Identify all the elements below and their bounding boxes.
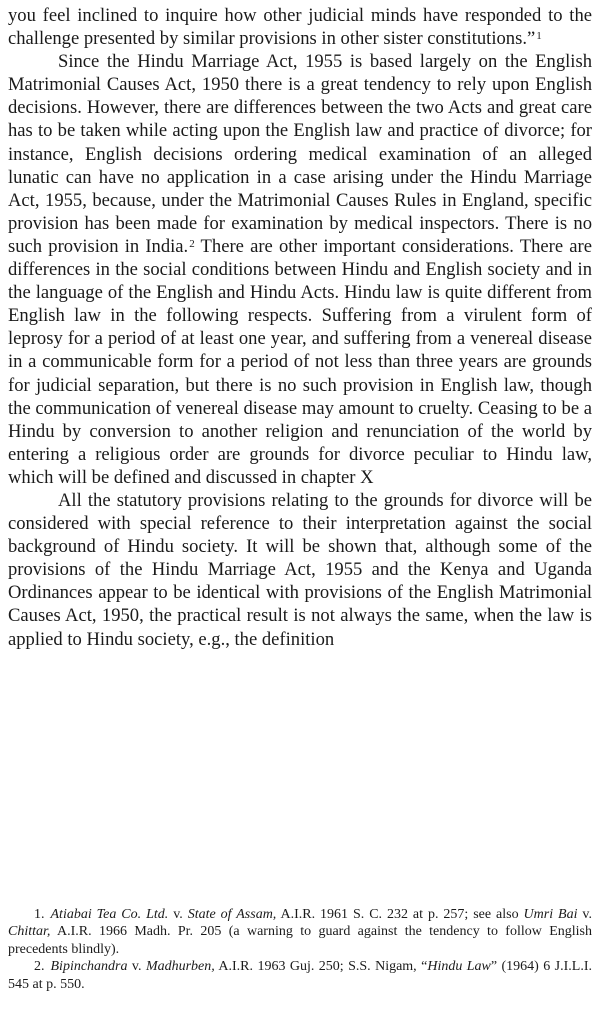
- paragraph-text: All the statutory provisions relating to the grounds for divorce will be considered with special reference to their interpretation against the social background of Hindu society. It will be shown that, although some of the provisions of the Hindu Marriage Act, 1955 and the Kenya and Uganda Ordinances appear to be identical with provisions of the English Matrimonial Causes Act, 1950, the practical result is not always the same, when the law is applied to Hindu society, e.g., the definition: [8, 489, 592, 650]
- main-text: [8, 4, 592, 651]
- case-name: Bipinchandra: [50, 959, 128, 975]
- paragraph-continuation: [8, 4, 592, 50]
- footnote-2: [8, 958, 592, 993]
- citation: A.I.R. 1963 Guj. 250; S.S. Nigam, “: [214, 959, 428, 975]
- case-name: Atiabai Tea Co. Ltd.: [50, 907, 169, 922]
- paragraph-english-decisions: [8, 50, 592, 489]
- footnotes: [8, 906, 592, 993]
- case-name: Chittar,: [8, 924, 51, 940]
- case-name: State of Assam,: [187, 907, 277, 922]
- versus: v.: [127, 959, 146, 975]
- citation: A.I.R. 1961 S. C. 232 at p. 257; see also: [276, 907, 524, 922]
- case-name: Umri Bai: [523, 907, 578, 922]
- paragraph-statutory-provisions: [8, 489, 592, 651]
- versus: v.: [577, 907, 593, 922]
- citation: A.I.R. 1966 Madh. Pr. 205 (a warning to guard against the tendency to follow English precedents blindly).: [8, 924, 592, 957]
- footnote-number: 2.: [34, 959, 45, 975]
- case-name: Madhurben,: [145, 959, 215, 975]
- versus: v.: [168, 907, 188, 922]
- citation: ” (1964) 6 J.I.L.I. 545 at p. 550.: [8, 959, 592, 992]
- footnote-ref-1: 1: [536, 30, 542, 43]
- footnote-ref-2: 2: [189, 237, 195, 250]
- footnote-number: 1.: [34, 907, 45, 922]
- continuation-text: you feel inclined to inquire how other judicial minds have responded to the challenge presented by similar provisions in other sister constitutions.”: [8, 5, 592, 50]
- paragraph-text: Since the Hindu Marriage Act, 1955 is based largely on the English Matrimonial Causes Act, 1950 there is a great tendency to rely upon English decisions. However, there are differences between the two Acts and great care has to be taken while acting upon the English law and practice of divorce; for instance, English decisions ordering medical examination of an alleged lunatic can have no application in a case arising under the Hindu Marriage Act, 1955, because, under the Matrimonial Causes Rules in England, specific provision has been made for examination by medical inspectors. There is no such provision in India.: [8, 51, 592, 257]
- paragraph-text: There are other important considerations. There are differences in the social conditions between Hindu and English society and in the language of the English and Hindu Acts. Hindu law is quite different from English law in the following respects. Suffering from a virulent form of leprosy for a period of at least one year, and suffering from a venereal disease in a communicable form for a period of not less than three years are grounds for judicial separation, but there is no such provision in English law, though the communication of venereal disease may amount to cruelty. Ceasing to be a Hindu by conversion to another religion and renunciation of the world by entering a religious order are grounds for divorce peculiar to Hindu law, which will be defined and discussed in chapter X: [8, 235, 592, 488]
- footnote-1: [8, 906, 592, 958]
- book-title: Hindu Law: [427, 959, 491, 975]
